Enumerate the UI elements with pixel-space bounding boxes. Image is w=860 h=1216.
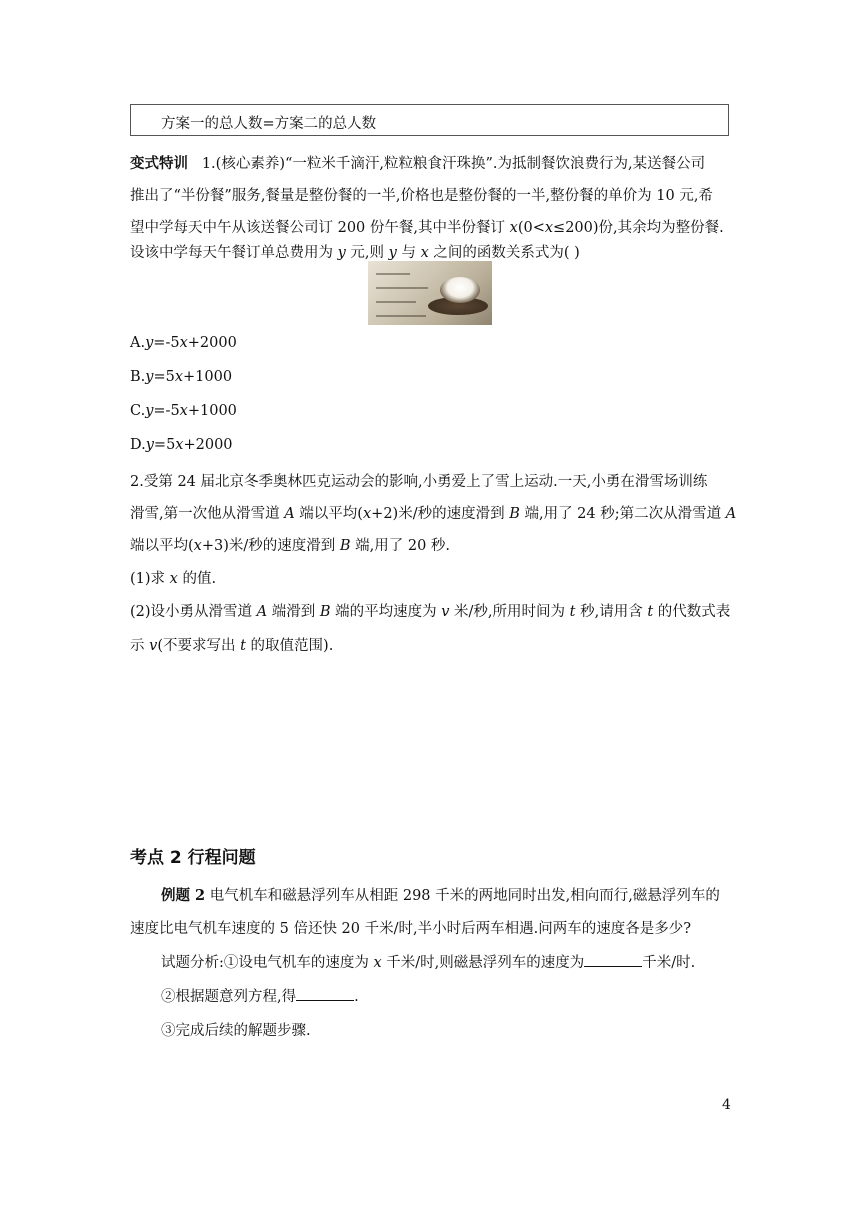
- option-a: [130, 335, 237, 351]
- var-y: y: [337, 245, 346, 261]
- t: 电气机车和磁悬浮列车从相距 298 千米的两地同时出发,相向而行,磁悬浮列车的: [205, 888, 720, 904]
- option-c: [130, 403, 237, 419]
- t: .: [354, 989, 359, 1005]
- answer-blank-2[interactable]: [296, 988, 354, 1001]
- opt-pre: =5: [153, 369, 175, 385]
- box-text: 方案一的总人数=方案二的总人数: [161, 116, 377, 132]
- var-B: B: [509, 506, 520, 522]
- t: 千米/时.: [642, 955, 696, 971]
- var-x: x: [373, 955, 382, 971]
- q1-line2: 推出了“半份餐”服务,餐量是整份餐的一半,价格也是整份餐的一半,整份餐的单价为 10 元,希: [130, 188, 713, 204]
- opt-prefix: D.: [130, 437, 146, 453]
- t: 秒,请用含: [575, 604, 648, 620]
- q1-l4-a: 设该中学每天午餐订单总费用为: [130, 245, 338, 261]
- q1-line4: [130, 241, 580, 262]
- var-B: B: [319, 604, 331, 620]
- var-y: y: [388, 245, 397, 261]
- q2-line2: [130, 502, 736, 523]
- var-x: x: [544, 220, 554, 236]
- opt-post: +2000: [183, 437, 233, 453]
- var-y: y: [145, 369, 154, 385]
- opt-pre: =-5: [153, 335, 180, 351]
- q2-sub2-line2: [130, 634, 333, 655]
- q1-text-1: 1.(核心素养)“一粒米千滴汗,粒粒粮食汗珠换”.为抵制餐饮浪费行为,某送餐公司: [201, 156, 706, 172]
- variant-label: 变式特训: [130, 155, 188, 172]
- t: 千米/时,则磁悬浮列车的速度为: [381, 955, 585, 971]
- opt-pre: =5: [153, 437, 176, 453]
- var-x: x: [420, 245, 429, 261]
- var-y: y: [145, 335, 154, 351]
- t: 端以平均(: [130, 538, 194, 554]
- q2-line3: [130, 534, 450, 555]
- var-A: A: [284, 506, 295, 522]
- step2-line: [161, 985, 359, 1006]
- opt-prefix: A.: [130, 335, 146, 351]
- opt-prefix: B.: [130, 369, 146, 385]
- t: +2)米/秒的速度滑到: [371, 506, 510, 522]
- var-A: A: [256, 604, 268, 620]
- q1-l4-d: 之间的函数关系式为( ): [428, 245, 580, 261]
- var-A: A: [725, 506, 737, 522]
- q1-l3-c: ≤200)份,其余均为整份餐.: [553, 220, 724, 236]
- var-x: x: [174, 369, 184, 385]
- opt-prefix: C.: [130, 403, 146, 419]
- t: 示: [130, 638, 150, 654]
- section-heading: 考点 2 行程问题: [130, 848, 256, 868]
- answer-box: [130, 104, 729, 136]
- page-number: 4: [722, 1097, 731, 1113]
- t: 端,用了 20 秒.: [350, 538, 451, 554]
- t: 的值.: [177, 571, 217, 587]
- var-x: x: [362, 506, 372, 522]
- t: 滑雪,第一次他从滑雪道: [130, 506, 285, 522]
- option-d: [130, 437, 233, 453]
- q2-sub2: [130, 600, 730, 621]
- q1-line3: [130, 216, 724, 237]
- var-y: y: [145, 437, 154, 453]
- t: +3)米/秒的速度滑到: [201, 538, 340, 554]
- t: 的代数式表: [653, 604, 731, 620]
- answer-blank-1[interactable]: [584, 954, 642, 967]
- var-x: x: [509, 220, 518, 236]
- opt-post: +1000: [183, 369, 233, 385]
- var-x: x: [193, 538, 202, 554]
- q1-l3-a: 望中学每天中午从该送餐公司订 200 份午餐,其中半份餐订: [130, 220, 510, 236]
- var-t: t: [647, 604, 654, 620]
- q1-l4-b: 元,则: [345, 245, 389, 261]
- var-x: x: [179, 403, 188, 419]
- example-line2: 速度比电气机车速度的 5 倍还快 20 千米/时,半小时后两车相遇.问两车的速度各是多少?: [130, 921, 691, 937]
- var-B: B: [339, 538, 351, 554]
- q1-l4-c: 与: [396, 245, 421, 261]
- opt-post: +2000: [187, 335, 237, 351]
- t: 端的平均速度为: [330, 604, 442, 620]
- var-v: v: [149, 638, 158, 654]
- opt-pre: =-5: [153, 403, 180, 419]
- q2-line1: 2.受第 24 届北京冬季奥林匹克运动会的影响,小勇爱上了雪上运动.一天,小勇在滑雪场训练: [130, 474, 708, 490]
- rice-bowl-image: [368, 261, 492, 325]
- var-t: t: [569, 604, 576, 620]
- t: ②根据题意列方程,得: [161, 989, 297, 1005]
- var-v: v: [441, 604, 450, 620]
- var-x: x: [175, 437, 184, 453]
- t: (不要求写出: [157, 638, 241, 654]
- q2-sub1: [130, 567, 216, 588]
- q1-l3-b: (0<: [517, 220, 545, 236]
- t: (1)求: [130, 571, 170, 587]
- var-x: x: [169, 571, 178, 587]
- var-x: x: [179, 335, 188, 351]
- t: 端,用了 24 秒;第二次从滑雪道: [519, 506, 726, 522]
- analysis-line: [161, 951, 695, 972]
- t: (2)设小勇从滑雪道: [130, 604, 257, 620]
- example-line1: [161, 884, 720, 905]
- t: 端滑到: [267, 604, 320, 620]
- t: 试题分析:①设电气机车的速度为: [161, 955, 374, 971]
- opt-post: +1000: [187, 403, 237, 419]
- q1-line1: [130, 152, 705, 173]
- t: 米/秒,所用时间为: [449, 604, 570, 620]
- t: 端以平均(: [294, 506, 363, 522]
- option-b: [130, 369, 232, 385]
- step3-line: ③完成后续的解题步骤.: [161, 1023, 311, 1039]
- example-label: 例题 2: [161, 887, 206, 904]
- var-t: t: [240, 638, 246, 654]
- var-y: y: [145, 403, 154, 419]
- t: 的取值范围).: [245, 638, 334, 654]
